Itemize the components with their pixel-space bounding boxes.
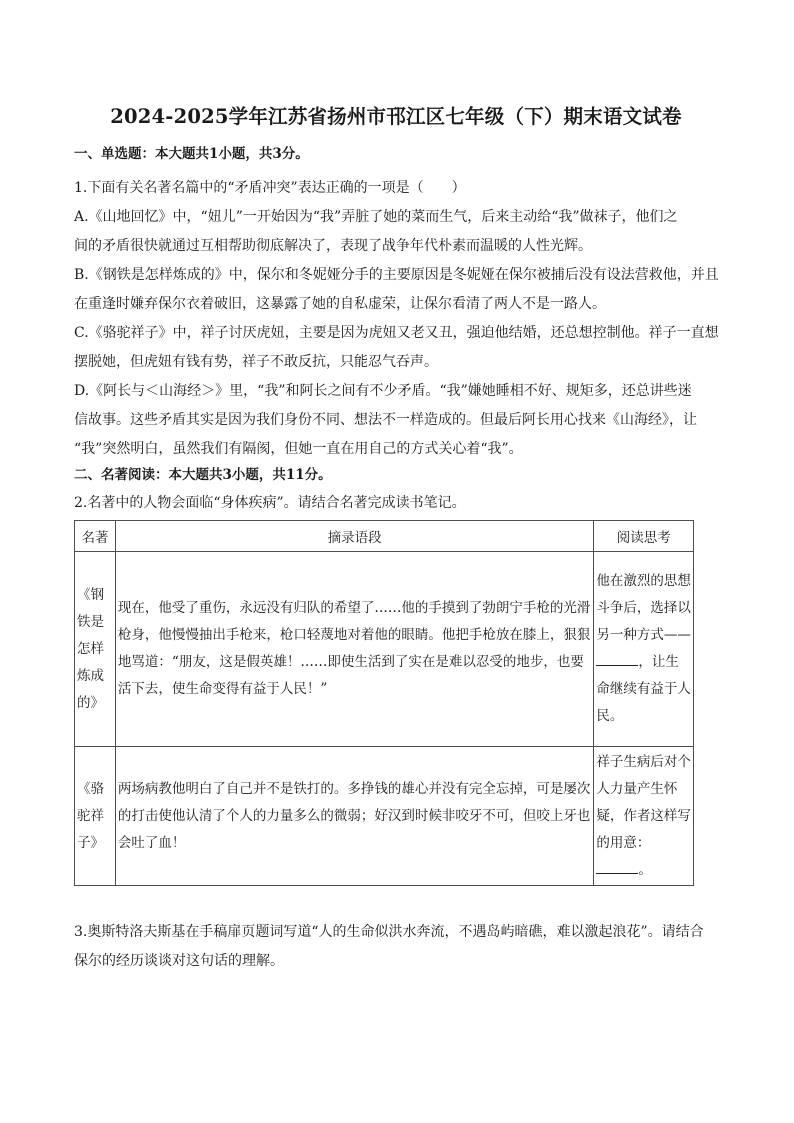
question-1-option-a (74, 203, 718, 261)
reflection-text: 他在激烈的思想斗争后，选择以另一种方式—— (596, 573, 691, 643)
section-heading-classics-reading: 二、名著阅读：本大题共3小题，共11分。 (74, 467, 332, 483)
reflection-text: ，让生命继续有益于人民。 (596, 654, 691, 724)
answer-blank[interactable] (596, 664, 638, 666)
option-line: 摆脱她，但虎妞有钱有势，祥子不敢反抗，只能忍气吞声。 (74, 354, 438, 370)
book-title-cell: 《钢铁是怎样炼成的》 (75, 552, 116, 747)
column-header-reflection: 阅读思考 (594, 521, 694, 552)
question-3-line: 3.奥斯特洛夫斯基在手稿扉页题词写道“人的生命似洪水奔流，不遇岛屿暗礁，难以激起浪花”。请结合 (74, 924, 704, 940)
reflection-text: 。 (638, 861, 652, 878)
question-1-option-b (74, 261, 718, 319)
table-header-row (75, 521, 694, 552)
option-line: B.《钢铁是怎样炼成的》中，保尔和冬妮娅分手的主要原因是冬妮娅在保尔被捕后没有设法营救他，并且 (74, 267, 719, 283)
option-line: “我”突然明白，虽然我们有隔阂，但她一直在用自己的方式关心着“我”。 (74, 441, 523, 457)
table-row (75, 552, 694, 747)
option-line: 信故事。这些矛盾其实是因为我们身份不同、想法不一样造成的。但最后阿长用心找来《山海经》，让 (74, 412, 697, 428)
option-line: D.《阿长与＜山海经＞》里，“我”和阿长之间有不少矛盾。“我”嫌她睡相不好、规矩多，还总讲些迷 (74, 383, 692, 399)
option-line: C.《骆驼祥子》中，祥子讨厌虎妞，主要是因为虎妞又老又丑，强迫他结婚，还总想控制他。祥子一直想 (74, 325, 719, 341)
question-1-stem: 1.下面有关名著名篇中的“矛盾冲突”表达正确的一项是（ ） (74, 180, 466, 196)
question-1-option-d (74, 377, 718, 464)
reading-notes-table (74, 520, 694, 886)
question-3 (74, 918, 718, 976)
excerpt-cell: 现在，他受了重伤，永远没有归队的希望了……他的手摸到了勃朗宁手枪的光滑枪身，他慢慢抽出手枪来，枪口轻蔑地对着他的眼睛。他把手枪放在膝上，狠狠地骂道：“朋友，这是假英雄！……即使生活到了实在是难以忍受的地步，也要活下去，使生命变得有益于人民！” (115, 552, 594, 747)
reflection-cell (594, 747, 694, 886)
option-line: 在重逢时嫌弃保尔衣着破旧，这暴露了她的自私虚荣，让保尔看清了两人不是一路人。 (74, 296, 606, 312)
table-row (75, 747, 694, 886)
question-1-option-c (74, 319, 718, 377)
option-line: A.《山地回忆》中，“妞儿”一开始因为“我”弄脏了她的菜而生气，后来主动给“我”做袜子，他们之 (74, 209, 678, 225)
question-3-line: 保尔的经历谈谈对这句话的理解。 (74, 953, 284, 969)
section-heading-single-choice: 一、单选题：本大题共1小题，共3分。 (74, 146, 309, 162)
exam-title: 2024-2025学年江苏省扬州市邗江区七年级（下）期末语文试卷 (110, 105, 682, 128)
reflection-text: 祥子生病后对个人力量产生怀疑，作者这样写的用意： (596, 753, 691, 851)
excerpt-cell: 两场病教他明白了自己并不是铁打的。多挣钱的雄心并没有完全忘掉，可是屡次的打击使他认清了个人的力量多么的微弱；好汉到时候非咬牙不可，但咬上牙也会吐了血！ (115, 747, 594, 886)
reflection-cell (594, 552, 694, 747)
option-line: 间的矛盾很快就通过互相帮助彻底解决了，表现了战争年代朴素而温暖的人性光辉。 (74, 238, 592, 254)
answer-blank[interactable] (596, 872, 638, 874)
column-header-excerpt: 摘录语段 (115, 521, 594, 552)
book-title-cell: 《骆驼祥子》 (75, 747, 116, 886)
question-2-stem: 2.名著中的人物会面临“身体疾病”。请结合名著完成读书笔记。 (74, 495, 466, 511)
column-header-book: 名著 (75, 521, 116, 552)
